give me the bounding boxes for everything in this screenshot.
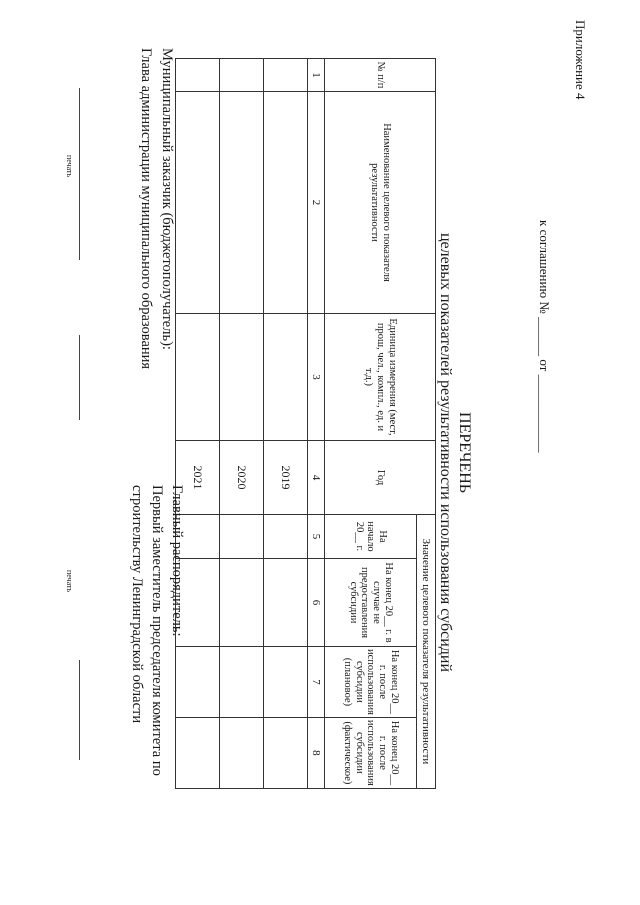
stamp-label-right: печать	[65, 570, 74, 593]
col-indicator-name-header: Наименование целевого показателя результативности	[325, 92, 436, 314]
signature-line-left-short	[79, 335, 80, 420]
table-cell	[220, 314, 264, 441]
table-cell	[264, 647, 308, 718]
table-cell	[264, 515, 308, 559]
table-cell	[220, 559, 264, 647]
signature-line-left	[79, 88, 80, 260]
column-number: 1	[308, 59, 325, 92]
document-title: ПЕРЕЧЕНЬ	[456, 412, 473, 493]
column-numbers-row	[308, 59, 325, 789]
customer-signature-position: Глава администрации муниципального образования	[138, 48, 154, 370]
column-number: 6	[308, 559, 325, 647]
stamp-label-left: печать	[65, 155, 74, 178]
table-cell	[220, 59, 264, 92]
col-year-header: Год	[325, 441, 436, 515]
table-row	[264, 59, 308, 789]
table-cell	[220, 515, 264, 559]
distributor-signature-position: Первый заместитель председателя комитета по	[149, 485, 165, 776]
col-end-no-subsidy-header: На конец 20__ г. в случае не предоставления субсидии	[325, 559, 417, 647]
table-cell	[264, 717, 308, 788]
column-number: 4	[308, 441, 325, 515]
table-cell	[220, 92, 264, 314]
table-cell	[264, 559, 308, 647]
table-cell	[264, 314, 308, 441]
group-value-header: Значение целевого показателя результативности	[417, 515, 436, 789]
table-cell	[176, 314, 220, 441]
year-cell: 2020	[220, 441, 264, 515]
year-cell: 2019	[264, 441, 308, 515]
col-number-header: № п/п	[325, 59, 436, 92]
document-subtitle: целевых показателей результативности использования субсидий	[437, 232, 454, 673]
table-cell	[220, 647, 264, 718]
table-cell	[264, 92, 308, 314]
column-number: 2	[308, 92, 325, 314]
distributor-signature-organization: строительству Ленинградской области	[129, 485, 145, 724]
col-start-header: На начало 20__ г.	[325, 515, 417, 559]
column-number: 7	[308, 647, 325, 718]
appendix-label: Приложение 4	[573, 20, 588, 100]
signature-line-right	[79, 660, 80, 760]
indicators-table	[175, 58, 436, 789]
col-end-actual-header: На конец 20__ г. после использования субсидии (фактическое)	[325, 717, 417, 788]
table-cell	[176, 647, 220, 718]
table-cell	[176, 717, 220, 788]
column-number: 8	[308, 717, 325, 788]
year-cell: 2021	[176, 441, 220, 515]
column-number: 3	[308, 314, 325, 441]
column-number: 5	[308, 515, 325, 559]
table-header-row	[417, 59, 436, 789]
table-cell	[176, 92, 220, 314]
agreement-reference: к соглашению № ______ от ____________	[537, 220, 552, 453]
distributor-signature-title: Главный распорядитель:	[169, 485, 185, 637]
table-cell	[176, 59, 220, 92]
table-cell	[220, 717, 264, 788]
table-row	[220, 59, 264, 789]
col-end-planned-header: На конец 20__ г. после использования субсидии (плановое)	[325, 647, 417, 718]
table-cell	[264, 59, 308, 92]
table-row	[176, 59, 220, 789]
customer-signature-title: Муниципальный заказчик (бюджетополучатель):	[159, 48, 175, 350]
col-unit-header: Единица измерения (мест, прош, чел., компл., ед. и т.д.)	[325, 314, 436, 441]
